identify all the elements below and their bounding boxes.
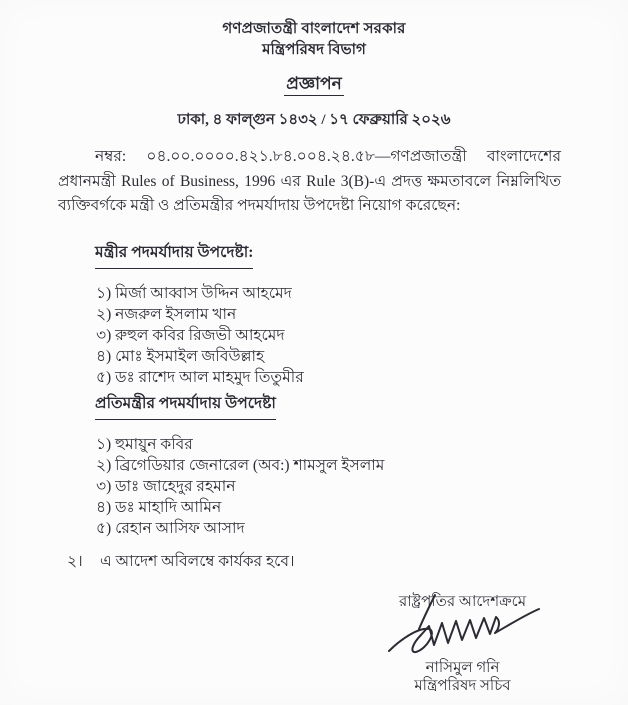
list-item: ২) ব্রিগেডিয়ার জেনারেল (অব:) শামসুল ইসলাম xyxy=(96,457,385,474)
list-item: ২) নজরুল ইসলাম খান xyxy=(96,306,237,323)
list-item: ৫) রেহান আসিফ আসাদ xyxy=(96,520,245,537)
by-order-text: রাষ্ট্রপতির আদেশক্রমে xyxy=(398,594,527,610)
government-name: গণপ্রজাতন্ত্রী বাংলাদেশ সরকার xyxy=(222,21,406,37)
clause-number: ২। xyxy=(67,553,83,570)
division-name: মন্ত্রিপরিষদ বিভাগ xyxy=(262,42,366,58)
section-heading-state-minister-rank: প্রতিমন্ত্রীর পদমর্যাদায় উপদেষ্টা xyxy=(95,391,276,420)
list-item: ৪) মোঃ ইসমাইল জবিউল্লাহ xyxy=(96,348,265,365)
section-minister-rank xyxy=(95,240,304,388)
opening-paragraph: নম্বর: ০৪.০০.০০০০.৪২১.৮৪.০০৪.২৪.৫৮—গণপ্রজাতন্ত্রী বাংলাদেশের প্রধানমন্ত্রী Rules of Business, 1996 এর Rule 3(B)-এ প্রদত্ত ক্ষমতাবলে নিম্নলিখিত ব্যক্তিবর্গকে মন্ত্রী ও প্রতিমন্ত্রীর পদমর্যাদায় উপদেষ্টা নিয়োগ করেছেন: xyxy=(58,148,561,214)
state-minister-rank-advisers-list xyxy=(95,434,384,539)
notification-title-row xyxy=(0,71,628,99)
notification-title: প্রজ্ঞাপন xyxy=(284,74,344,96)
list-item: ১) মির্জা আব্বাস উদ্দিন আহমেদ xyxy=(96,285,292,302)
signature-block xyxy=(370,593,555,695)
effective-clause xyxy=(67,549,295,575)
section-state-minister-rank xyxy=(95,391,384,539)
list-item: ১) হুমায়ুন কবির xyxy=(96,436,193,453)
list-item: ৩) ডাঃ জাহেদুর রহমান xyxy=(96,478,236,495)
list-item: ৫) ডঃ রাশেদ আল মাহমুদ তিতুমীর xyxy=(96,369,304,386)
list-item: ৩) রুহুল কবির রিজভী আহমেদ xyxy=(96,327,285,344)
signer-designation: মন্ত্রিপরিষদ সচিব xyxy=(414,678,511,694)
clause-text: এ আদেশ অবিলম্বে কার্যকর হবে। xyxy=(100,553,295,570)
list-item: ৪) ডঃ মাহাদি আমিন xyxy=(96,499,222,516)
dateline: ঢাকা, ৪ ফাল্গুন ১৪৩২ / ১৭ ফেব্রুয়ারি ২০২৬ xyxy=(177,112,451,128)
minister-rank-advisers-list xyxy=(95,283,304,388)
signature-scribble xyxy=(383,607,543,657)
section-heading-minister-rank: মন্ত্রীর পদমর্যাদায় উপদেষ্টা: xyxy=(95,240,253,269)
signer-name: নাসিমুল গনি xyxy=(425,660,500,676)
